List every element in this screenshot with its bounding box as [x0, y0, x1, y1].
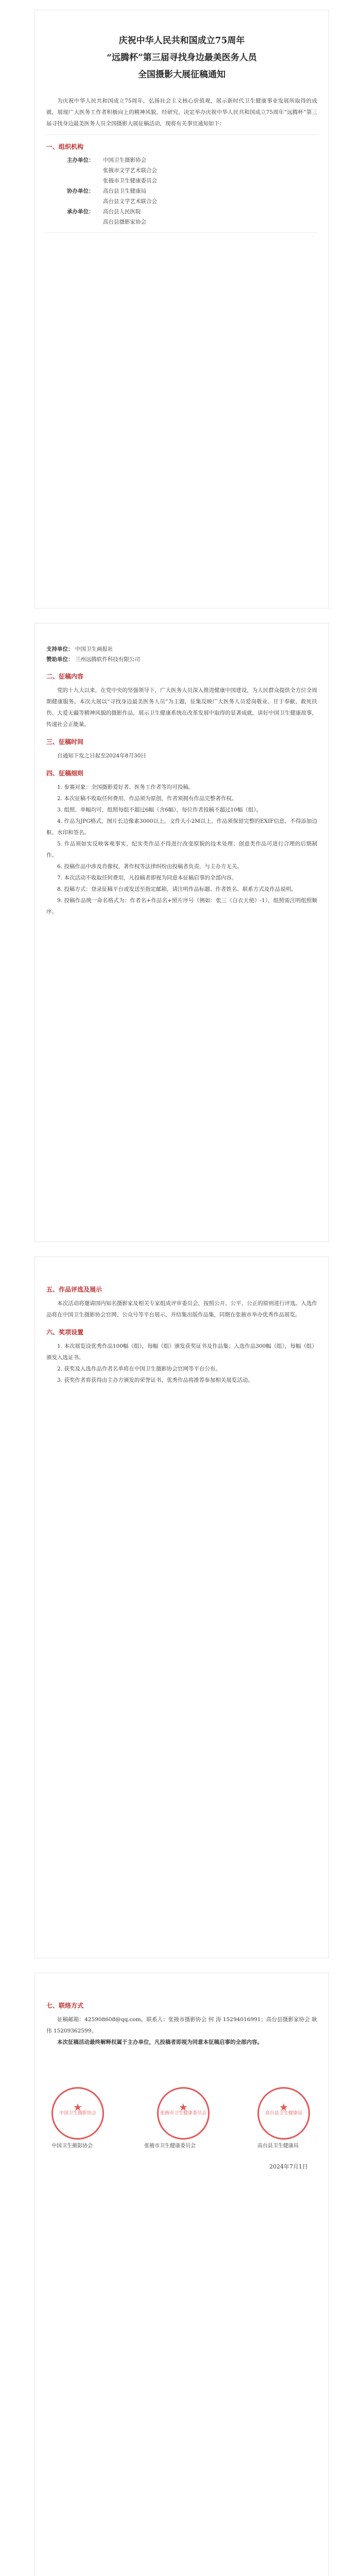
- divider: [46, 134, 317, 135]
- organizer-value: 高台县人民医院: [103, 209, 141, 215]
- award-item: 1. 本次展览设优秀作品100幅（组），每幅（组）颁发获奖证书及作品集；入选作品300幅（组），每幅（组）颁发入选证书。: [46, 1343, 317, 1361]
- organizer-value: 张掖市文学艺术联合会: [103, 167, 157, 174]
- rule-item: 7. 本次活动不收取任何费用，凡投稿者即视为同意本征稿启事的全部内容。: [57, 875, 237, 881]
- organizer-row: [46, 186, 317, 196]
- section-heading-6: 六、奖项设置: [46, 1329, 84, 1336]
- organizer-value: 张掖市卫生健康委员会: [103, 178, 157, 184]
- title-line-2: “远腾杯”第三届寻找身边最美医务人员: [107, 53, 257, 63]
- section-heading-2: 二、征稿内容: [46, 673, 84, 680]
- awards-panel: [35, 1257, 329, 1958]
- header-panel: [35, 10, 329, 608]
- seal-row: [46, 2082, 317, 2159]
- rule-item: 1. 参赛对象：全国摄影爱好者、医务工作者等均可投稿。: [57, 784, 194, 790]
- seal-1: 中国卫生摄影协会 ★: [51, 2087, 104, 2140]
- rule-item: 5. 作品须如实反映客观事实，纪实类作品不得进行改变原貌的技术处理；创意类作品可进行合理的后期制作。: [46, 841, 317, 858]
- award-item: 3. 获奖作者将获得由主办方颁发的荣誉证书，优秀作品将推荐参加相关展览活动。: [57, 1377, 253, 1383]
- sponsor-label: 赞助单位：: [46, 656, 74, 663]
- rule-item: 3. 组照、单幅均可，组照每组不超过6幅（含6幅），每位作者投稿不超过10幅（组）。: [57, 807, 262, 813]
- sponsor-value: 兰州远腾软件科技有限公司: [75, 656, 140, 663]
- organizer-value: 高台县摄影家协会: [103, 219, 146, 225]
- organizer-value: 中国卫生摄影协会: [103, 157, 146, 163]
- intro-paragraph: 为庆祝中华人民共和国成立75周年，弘扬社会主义核心价值观，展示新时代卫生健康事业发展所取得的成就，展现广大医务工作者积极向上的精神风貌，经研究，决定举办庆祝中华人民共和国成立75周年“远腾杯”第三届寻找身边最美医务人员全国摄影大展征稿活动，现将有关事宜通知如下：: [46, 98, 317, 127]
- organizer-label: 协办单位：: [67, 188, 94, 194]
- seal-3-caption: 高台县卫生健康局: [257, 2143, 299, 2149]
- section-heading-5: 五、作品评选及展示: [46, 1286, 102, 1293]
- organizer-row: [46, 155, 317, 165]
- section-5-text: 本次活动将邀请国内知名摄影家及相关专家组成评审委员会，按照公开、公平、公正的原则进行评选。入选作品将在中国卫生摄影协会官网、公众号等平台展示，并结集出版作品集，同期在张掖市举办优秀作品展览。: [46, 1300, 317, 1318]
- title-line-3: 全国摄影大展征稿通知: [138, 70, 226, 80]
- organizer-row: [46, 196, 317, 207]
- rules-list: [35, 782, 329, 918]
- section-3-text: 自通知下发之日起至2024年8月30日: [57, 753, 146, 759]
- seal-3: 高台县卫生健康局 ★: [257, 2087, 310, 2140]
- rule-item: 2. 本次征稿不收取任何费用，作品须为原创，作者须拥有作品完整著作权。: [57, 795, 237, 802]
- organizer-label: 主办单位：: [67, 157, 94, 163]
- title-line-1: 庆祝中华人民共和国成立75周年: [118, 36, 245, 46]
- support-label: 支持单位：: [46, 646, 74, 652]
- support-value: 中国卫生画报社: [75, 646, 113, 652]
- rule-item: 4. 作品为JPG格式，图片长边像素3000以上，文件大小2M以上，作品须保留完整的EXIF信息，不得添加边框、水印和签名。: [46, 818, 317, 836]
- organizer-row: [46, 207, 317, 217]
- award-item: 2. 获奖及入选作品作者名单将在中国卫生摄影协会官网等平台公布。: [57, 1366, 221, 1372]
- organizer-row: [46, 176, 317, 186]
- awards-list: [35, 1341, 329, 1386]
- rule-item: 6. 投稿作品中涉及肖像权、著作权等法律纠纷由投稿者负责，与主办方无关。: [57, 863, 243, 870]
- organizer-row: [46, 217, 317, 227]
- section-heading-7: 七、联络方式: [46, 2002, 84, 2009]
- contact-panel: [35, 1973, 329, 2576]
- seal-1-caption: 中国卫生摄影协会: [51, 2143, 93, 2149]
- section-heading-1: 一、组织机构: [46, 143, 84, 150]
- issue-date: 2024年7月1日: [269, 2163, 308, 2170]
- organizer-label: 承办单位：: [67, 209, 94, 215]
- support-unit: [46, 644, 317, 654]
- section-2-text: 党的十九大以来，在党中央的坚强领导下，广大医务人员深入推进健康中国建设，为人民群众提供全方位全周期健康服务。本次大展以“寻找身边最美医务人员”为主题，征集反映广大医务人员爱岗敬业、甘于奉献、救死扶伤、大爱无疆等精神风貌的摄影作品，展示卫生健康系统在改革发展中取得的显著成就，讲好中国卫生健康故事，传递社会正能量。: [46, 687, 317, 727]
- organizer-list: [35, 155, 329, 227]
- details-panel: [35, 623, 329, 1242]
- rule-item: 8. 投稿方式：登录征稿平台或发送至指定邮箱，请注明作品标题、作者姓名、联系方式及作品说明。: [57, 886, 297, 892]
- organizer-value: 高台县文学艺术联合会: [103, 198, 157, 205]
- rights-note: 本次征稿活动最终解释权属于主办单位，凡投稿者即视为同意本征稿启事的全部内容。: [57, 2039, 263, 2045]
- section-heading-4: 四、征稿细则: [46, 770, 84, 777]
- divider: [46, 232, 317, 233]
- seal-2: 张掖市卫生健康委员会 ★: [157, 2087, 210, 2140]
- seal-2-caption: 张掖市卫生健康委员会: [144, 2143, 196, 2149]
- organizer-value: 高台县卫生健康局: [103, 188, 146, 194]
- sponsor-unit: [46, 654, 317, 665]
- organizer-row: [46, 165, 317, 176]
- contact-text: 征稿邮箱：425908608@qq.com。联系人：张掖市摄影协会 何 涛 15294016991；高台县摄影家协会 耿 伟 15209362599。: [46, 2016, 317, 2034]
- section-heading-3: 三、征稿时间: [46, 738, 84, 745]
- rule-item: 9. 投稿作品统一命名格式为：作者名+作品名+照片序号（例如：张三《白衣天使》-1），组照需注明组照顺序。: [46, 897, 317, 915]
